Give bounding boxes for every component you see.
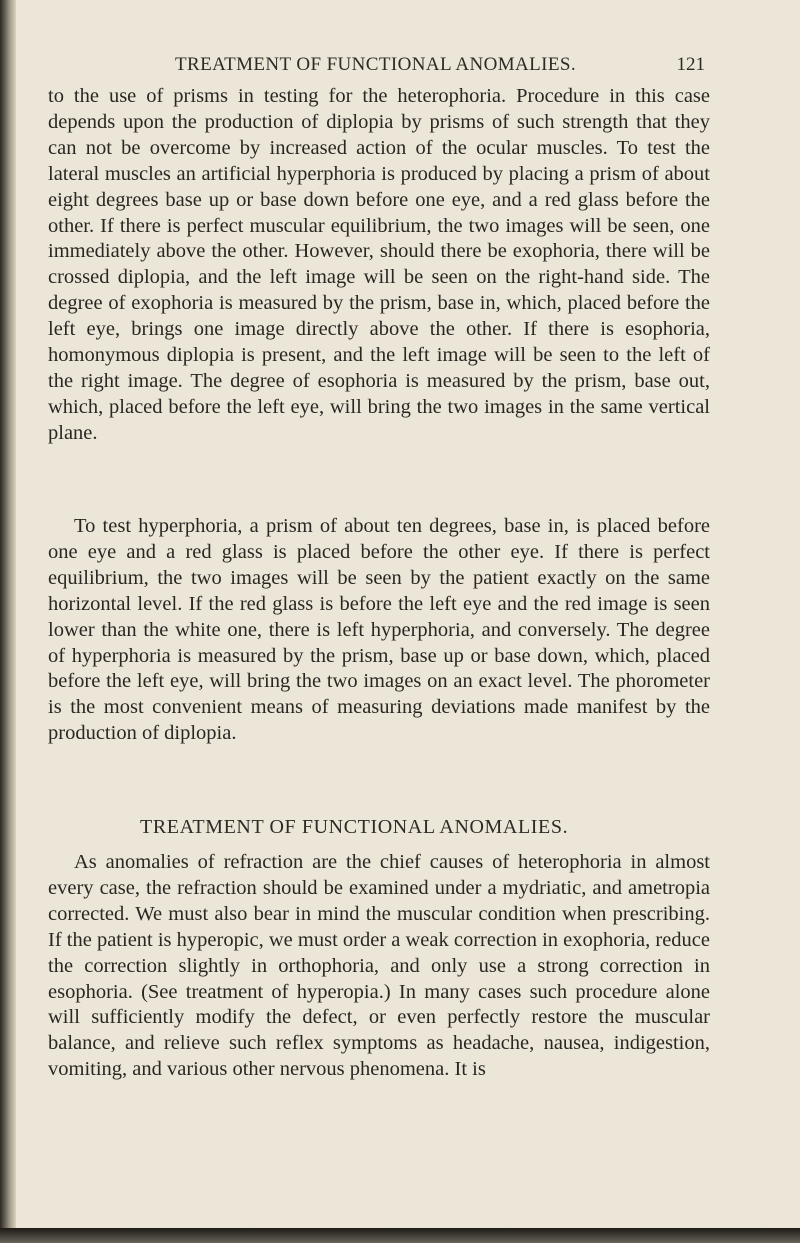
book-gutter-shadow	[0, 0, 16, 1243]
page-header	[175, 54, 705, 80]
page-number: 121	[676, 54, 705, 75]
paragraph-hyperphoria-test: To test hyperphoria, a prism of about ten degrees, base in, is placed before one eye and a red glass is placed before the other eye. If there is perfect equilibrium, the two images will be seen by the patient exactly on the same horizontal level. If the red glass is before the left eye and the red image is seen lower than the white one, there is left hyperphoria, and conversely. The degree of hyperphoria is measured by the prism, base up or base down, which, placed before the left eye, will bring the two images on an exact level. The phorometer is the most convenient means of measuring deviations made manifest by the production of diplopia.	[48, 515, 710, 745]
paragraph-continuation: to the use of prisms in testing for the heterophoria. Procedure in this case depends upon the production of diplopia by prisms of such strength that they can not be overcome by increased action of the ocular muscles. To test the lateral muscles an artificial hyperphoria is produced by placing a prism of about eight degrees base up or base down before one eye, and a red glass before the other. If there is perfect muscular equilibrium, the two images will be seen, one immediately above the other. However, should there be exophoria, there will be crossed diplopia, and the left image will be seen on the right-hand side. The degree of exophoria is measured by the prism, base in, which, placed before the left eye, brings one image directly above the other. If there is esophoria, homonymous diplopia is present, and the left image will be seen to the left of the right image. The degree of esophoria is measured by the prism, base out, which, placed before the left eye, will bring the two images in the same vertical plane.	[48, 85, 710, 444]
running-head: TREATMENT OF FUNCTIONAL ANOMALIES.	[175, 54, 576, 75]
paragraph-treatment: As anomalies of refraction are the chief causes of heterophoria in almost every case, the refraction should be examined under a mydriatic, and ametropia corrected. We must also bear in mind the muscular condition when prescribing. If the patient is hyperopic, we must order a weak correction in exophoria, reduce the correction slightly in orthophoria, and only use a strong correction in esophoria. (See treatment of hyperopia.) In many cases such procedure alone will sufficiently modify the defect, or even perfectly restore the muscular balance, and relieve such reflex symptoms as headache, nausea, indigestion, vomiting, and various other nervous phenomena. It is	[48, 851, 711, 1081]
section-heading: TREATMENT OF FUNCTIONAL ANOMALIES.	[140, 816, 569, 838]
page-bottom-edge	[0, 1228, 800, 1243]
